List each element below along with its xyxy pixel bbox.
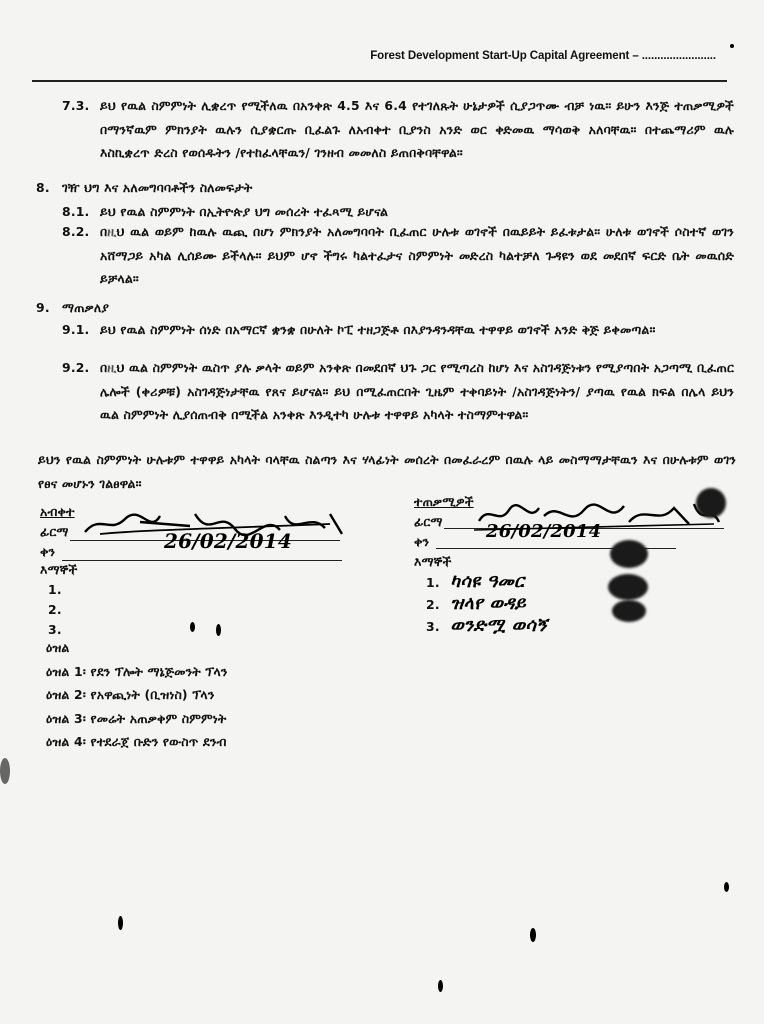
clause-9-1 bbox=[62, 318, 734, 342]
section-number: 8. bbox=[36, 180, 50, 195]
clause-text: በዚህ ዉል ወይም ከዉሉ ዉጪ በሆነ ምክንያት አለመግባባት ቢፈጠር ሁሉቱ ወገኖች በዉይይት ይፈቱታል። ሁለቱ ወገኖች ሶስተኛ ወገን አሸማጋይ አካል ሊሰይሙ ይችላሉ። ይህም ሆኖ ችግሩ ካልተፈታና ስምምነት መድረስ ካልተቻለ ጉዳዩን ወደ መደበኛ ፍርድ ቤት መዉሰድ ይቻላል። bbox=[100, 224, 734, 287]
clause-number: 9.1. bbox=[62, 322, 90, 337]
witness-right-3: 3. ወንድሟ ወሳኝ bbox=[426, 615, 547, 636]
witness-name: ወንድሟ ወሳኝ bbox=[450, 615, 547, 636]
clause-number: 8.2. bbox=[62, 224, 90, 239]
witness-right-1: 1. ካሳዩ ዓመር bbox=[426, 571, 525, 592]
thumbprint-2 bbox=[610, 540, 648, 568]
witness-right-2: 2. ዝላየ ወዳይ bbox=[426, 593, 526, 614]
header-rule bbox=[32, 80, 727, 82]
witnesses-title-right: እማኞች bbox=[414, 554, 452, 569]
closing-paragraph: ይህን የዉል ስምምነት ሁሉቱም ተዋዋይ አካላት ባላቸዉ ስልጣን እና ሃላፊነት መሰረት በመፈራረም በዉሉ ላይ መስማማታቸዉን እና በሁሉቱም ወገን የፀና መሆኑን ገልፀዋል። bbox=[38, 452, 736, 491]
section-number: 9. bbox=[36, 300, 50, 315]
clause-7-3 bbox=[62, 94, 734, 165]
date-value-left: 26/02/2014 bbox=[164, 529, 292, 553]
section-title: ገዥ ህግ እና አለመግባባቶችን ስለመፍታት bbox=[62, 180, 253, 195]
clause-text: ይህ የዉል ስምምነት ሊቋረጥ የሚችለዉ በአንቀጽ 4.5 እና 6.4 የተገለጹት ሁኔታዎች ሲያጋጥሙ ብቻ ነዉ። ይሁን እንጅ ተጠቃሚዎች በማንኛዉም ምክንያት ዉሉን ሲያቋርጡ ቢፈልጉ ለአብቀተ ቢያንስ አንድ ወር ቀድመዉ ማሳወቅ አለባቸዉ። በተጨማሪም ዉሉ እስኪቋረጥ ድረስ የወሰዱትን /የተከፈላቸዉን/ ገንዘብ መመለስ ይጠበቅባቸዋል። bbox=[100, 98, 734, 161]
clause-9-2 bbox=[62, 356, 734, 427]
witness-left-2: 2. bbox=[48, 602, 62, 617]
thumbprint-3 bbox=[608, 574, 648, 600]
attachments-title: ዕዝል bbox=[46, 640, 70, 655]
scan-speck bbox=[190, 622, 195, 632]
date-label-left: ቀን bbox=[40, 544, 56, 559]
clause-text: ይህ የዉል ስምምነት ሰነድ በአማርኛ ቋንቋ በሁለት ኮፒ ተዘጋጅቶ በእያንዳንዳቸዉ ተዋዋይ ወገኖች አንድ ቅጅ ይቀመጣል። bbox=[100, 322, 656, 337]
section-title: ማጠቃለያ bbox=[62, 300, 110, 315]
scan-speck bbox=[438, 980, 443, 992]
date-label-right: ቀን bbox=[414, 534, 430, 549]
scan-speck bbox=[530, 928, 536, 942]
date-line-left bbox=[62, 560, 342, 561]
signature-label-left: ፊርማ bbox=[40, 524, 69, 539]
scan-speck bbox=[118, 916, 123, 930]
attachment-item-4: ዕዝል 4፡ የተደራጀ ቡድን የውስጥ ደንብ bbox=[46, 734, 227, 750]
attachment-item-3: ዕዝል 3፡ የመሬት አጠቃቀም ስምምነት bbox=[46, 710, 227, 726]
clause-text: ይህ የዉል ስምምነት በኢትዮጵያ ህግ መሰረት ተፈጻሚ ይሆናል bbox=[100, 204, 388, 219]
witness-name: ካሳዩ ዓመር bbox=[450, 571, 525, 592]
clause-8-2 bbox=[62, 220, 734, 291]
scan-speck bbox=[724, 882, 729, 892]
attachments-list bbox=[46, 636, 366, 754]
scan-speck bbox=[0, 758, 10, 784]
thumbprint-1 bbox=[696, 488, 726, 518]
attachment-item-1: ዕዝል 1፡ የደን ፕሎት ማኔጅመንት ፕላን bbox=[46, 663, 228, 679]
section-9-heading bbox=[36, 296, 109, 320]
scan-speck bbox=[730, 44, 734, 48]
witness-name: ዝላየ ወዳይ bbox=[450, 593, 526, 614]
signature-label-right: ፊርማ bbox=[414, 514, 443, 529]
party-name-right: ተጠቃሚዎች bbox=[414, 494, 474, 509]
witnesses-title-left: እማኞች bbox=[40, 562, 78, 577]
date-value-right: 26/02/2014 bbox=[486, 521, 602, 542]
clause-text: በዚህ ዉል ስምምነት ዉስጥ ያሉ ቃላት ወይም አንቀጽ በመደበኛ ህጉ ጋር የሚጣረስ ከሆነ እና አስገዳጅነቱን የሚያጣበት አጋጣሚ ቢፈጠር ሌሎች (ቀሪዎቹ) አስገዳጅነታቸዉ የጸና ይሆናል። ይህ በሚፈጠርበት ጊዜም ተቀባይነት /አስገዳጅነትን/ ያጣዉ የዉል ክፍል በሌላ ይህን ዉል ስምምነት ሊያሰጠብቅ በሚችል አንቀጽ እንዲተካ ሁሉቱ ተዋዋይ አካላት ተስማምተዋል። bbox=[100, 360, 734, 423]
party-name-left: አብቀተ bbox=[40, 504, 75, 519]
clause-number: 9.2. bbox=[62, 360, 90, 375]
attachment-item-2: ዕዝል 2፡ የአዋጪነት (ቢዝነስ) ፕላን bbox=[46, 687, 215, 703]
clause-number: 8.1. bbox=[62, 204, 90, 219]
section-8-heading bbox=[36, 176, 252, 200]
thumbprint-4 bbox=[612, 600, 646, 622]
witness-left-1: 1. bbox=[48, 582, 62, 597]
scan-speck bbox=[216, 624, 221, 636]
witness-left-3: 3. bbox=[48, 622, 62, 637]
page-header-title: Forest Development Start-Up Capital Agreement – ........................ bbox=[370, 50, 716, 62]
clause-number: 7.3. bbox=[62, 98, 90, 113]
